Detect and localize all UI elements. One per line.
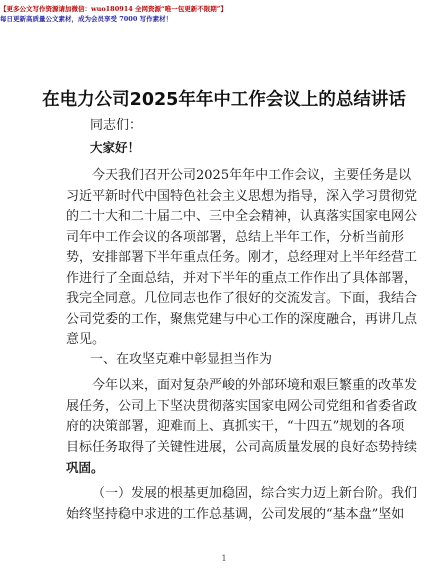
banner-line-update: 每日更新高质量公文素材，成为会员享受 7000 写作素材！ [0,15,173,23]
paragraph-line: 习近平新时代中国特色社会主义思想为指导，深入学习贯彻党 [66,188,418,204]
paragraph-line: 展任务，公司上下坚决贯彻落实国家电网公司党组和省委省政 [66,398,418,414]
paragraph-intro [66,166,418,351]
paragraph-line: 意见。 [66,332,106,347]
page-number: 1 [221,554,227,563]
paragraph-line: （一）发展的根基更加稳固，综合实力迈上新台阶。我们 [92,486,418,501]
paragraph-line: 今天我们召开公司2025年年中工作会议，主要任务是以 [92,168,412,183]
paragraph-line: 作进行了全面总结，并对下半年的重点工作作出了具体部署， [66,270,418,286]
section-heading-1: 一、在攻坚克难中彰显担当作为 [90,352,273,367]
document-title: 在电力公司2025年年中工作会议上的总结讲话 [42,90,406,110]
paragraph-line: 今年以来，面对复杂严峻的外部环境和艰巨繁重的改革发 [92,378,418,393]
paragraph-line: 势，安排部署下半年重点任务。刚才，总经理对上半年经营工 [66,250,418,265]
paragraph-section-1 [66,376,418,479]
paragraph-line: 目标任务取得了关键性进展，公司高质量发展的良好态势持续 [66,439,418,455]
paragraph-line: 我完全同意。几位同志也作了很好的交流发言。下面，我结合 [66,291,418,306]
paragraph-line: 公司党委的工作，聚焦党建与中心工作的深度融合，再讲几点 [66,311,418,327]
greeting: 大家好！ [90,140,141,155]
salutation: 同志们： [90,118,143,133]
paragraph-line: 的二十大和二十届二中、三中全会精神，认真落实国家电网公 [66,209,418,224]
paragraph-line: 司年中工作会议的各项部署，总结上半年工作，分析当前形 [66,229,405,245]
paragraph-line: 巩固。 [66,460,104,475]
paragraph-subsection-1 [66,484,418,525]
paragraph-line: 始终坚持稳中求进的工作总基调，公司发展的“基本盘”坚如 [66,506,405,522]
banner-line-promo: 【更多公文写作资源请加微信：wuo180914 全网资源“唯一包更新不限期”】 [0,5,228,13]
paragraph-line: 府的决策部署，迎难而上、真抓实干，“十四五”规划的各项 [66,419,405,434]
